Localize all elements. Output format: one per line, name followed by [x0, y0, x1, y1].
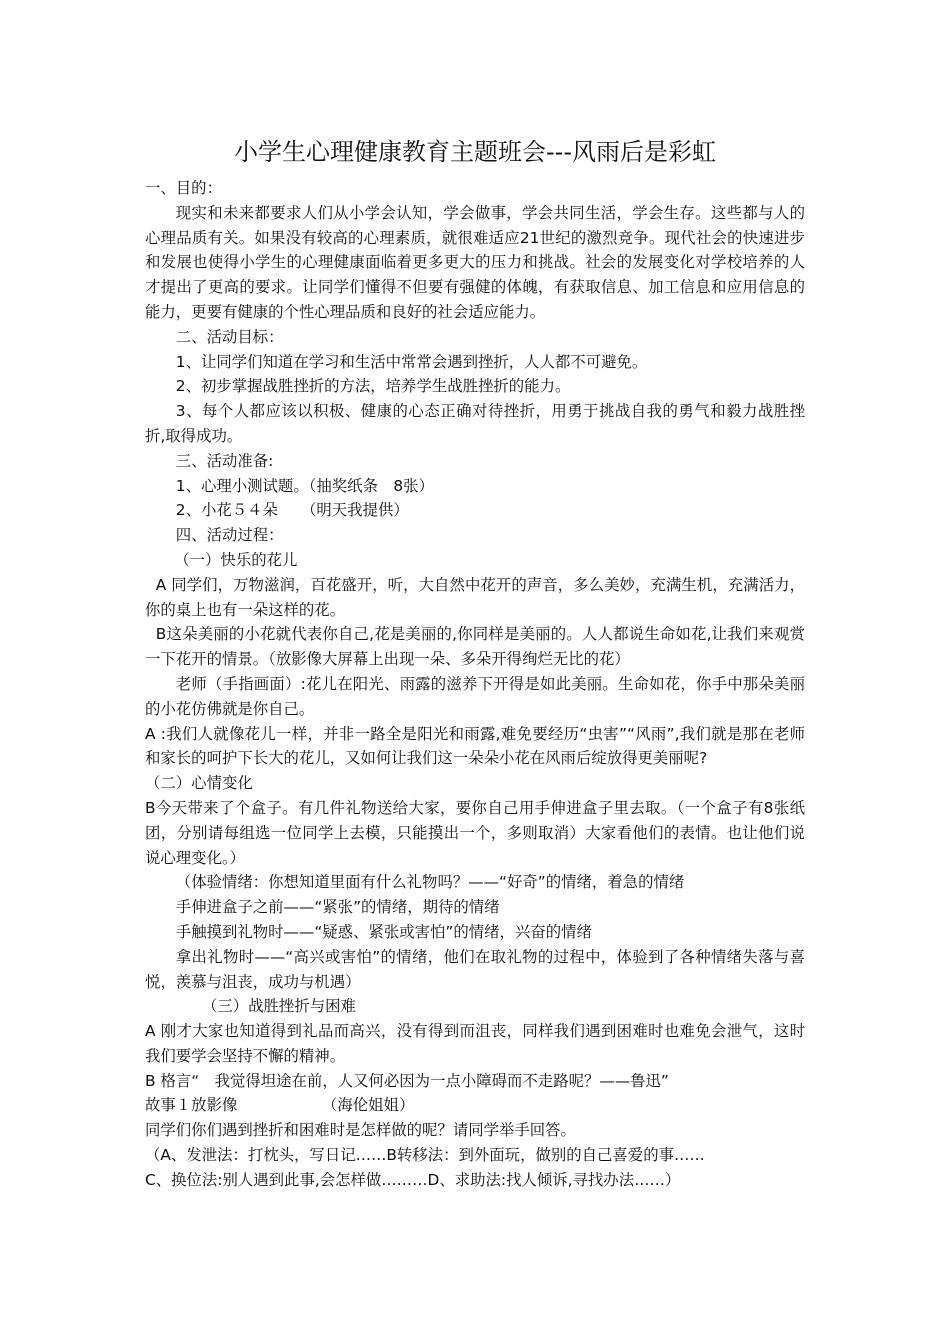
subsection-heading: （三）战胜挫折与困难: [201, 997, 356, 1016]
story-line: 故事１放影像 （海伦姐姐）: [145, 1096, 415, 1115]
emotion-line: （体验情绪：你想知道里面有什么礼物吗？——“好奇”的情绪，着急的情绪: [175, 873, 685, 892]
purpose-paragraph: 现实和未来都要求人们从小学会认知，学会做事，学会共同生活，学会生存。这些都与人的心理品质有关。如果没有较高的心理素质，就很难适应21世纪的激烈竞争。现代社会的快速进步和发展也使得小学生的心理健康面临着更多更大的压力和挑战。社会的发展变化对学校培养的人才提出了更高的要求。让同学们懂得不但要有强健的体魄，有获取信息、加工信息和应用信息的能力，更要有健康的个性心理品质和良好的社会适应能力。: [145, 203, 805, 321]
method-line: （A、发泄法：打枕头，写日记……B转移法：到外面玩，做别的自己喜爱的事……: [145, 1146, 705, 1165]
question-line: 同学们你们遇到挫折和困难时是怎样做的呢？请同学举手回答。: [145, 1121, 576, 1140]
section-heading-goals: 二、活动目标：: [175, 327, 284, 346]
section-heading-purpose: 一、目的：: [145, 179, 222, 197]
quote-line: B 格言“ 我觉得坦途在前，人又何必因为一点小障碍而不走路呢？——鲁迅”: [145, 1071, 669, 1090]
subsection-heading: （二）心情变化: [145, 774, 253, 793]
emotion-line: 拿出礼物时——“高兴或害怕”的情绪，他们在取礼物的过程中，体验到了各种情绪失落与喜悦，羡慕与沮丧，成功与机遇）: [145, 947, 805, 991]
goal-item: 2、初步掌握战胜挫折的方法，培养学生战胜挫折的能力。: [175, 377, 571, 396]
section-heading-process: 四、活动过程：: [175, 526, 284, 545]
subsection-heading: （一）快乐的花儿: [174, 550, 298, 569]
dialogue-paragraph: B今天带来了个盒子。有几件礼物送给大家，要你自己用手伸进盒子里去取。（一个盒子有8张纸团，分别请每组选一位同学上去模，只能摸出一个，多则取消）大家看他们的表情。也让他们说说心理变化。）: [145, 798, 805, 867]
dialogue-paragraph: B这朵美丽的小花就代表你自己,花是美丽的,你同样是美丽的。人人都说生命如花,让我们来观赏一下花开的情景。（放影像大屏幕上出现一朵、多朵开得绚烂无比的花）: [145, 625, 805, 669]
section-heading-preparation: 三、活动准备:: [175, 451, 274, 470]
teacher-paragraph: 老师（手指画面）:花儿在阳光、雨露的滋养下开得是如此美丽。生命如花，你手中那朵美丽的小花仿佛就是你自己。: [145, 674, 805, 718]
document-title: 小学生心理健康教育主题班会---风雨后是彩虹: [234, 138, 716, 166]
dialogue-paragraph: A 同学们，万物滋润，百花盛开，听，大自然中花开的声音，多么美妙，充满生机，充满活力，你的桌上也有一朵这样的花。: [145, 575, 805, 619]
goal-item: 3、每个人都应该以积极、健康的心态正确对待挫折，用勇于挑战自我的勇气和毅力战胜挫折,取得成功。: [145, 402, 805, 445]
preparation-item: 2、小花５４朵 （明天我提供）: [175, 501, 409, 520]
method-line: C、换位法:别人遇到此事,会怎样做………D、求助法:找人倾诉,寻找办法……）: [145, 1170, 681, 1189]
goal-item: 1、让同学们知道在学习和生活中常常会遇到挫折，人人都不可避免。: [175, 352, 648, 371]
preparation-item: 1、心理小测试题。（抽奖纸条 8张）: [175, 476, 434, 495]
dialogue-paragraph: A 刚才大家也知道得到礼品而高兴，没有得到而沮丧，同样我们遇到困难时也难免会泄气，这时我们要学会坚持不懈的精神。: [145, 1022, 805, 1065]
emotion-line: 手触摸到礼物时——“疑惑、紧张或害怕”的情绪，兴奋的情绪: [175, 922, 592, 941]
dialogue-paragraph: A :我们人就像花儿一样，并非一路全是阳光和雨露,难免要经历“虫害”“风雨”,我们就是那在老师和家长的呵护下长大的花儿，又如何让我们这一朵朵小花在风雨后绽放得更美丽呢?: [145, 724, 805, 768]
document-body: [145, 176, 805, 1193]
emotion-line: 手伸进盒子之前——“紧张”的情绪，期待的情绪: [175, 898, 500, 917]
